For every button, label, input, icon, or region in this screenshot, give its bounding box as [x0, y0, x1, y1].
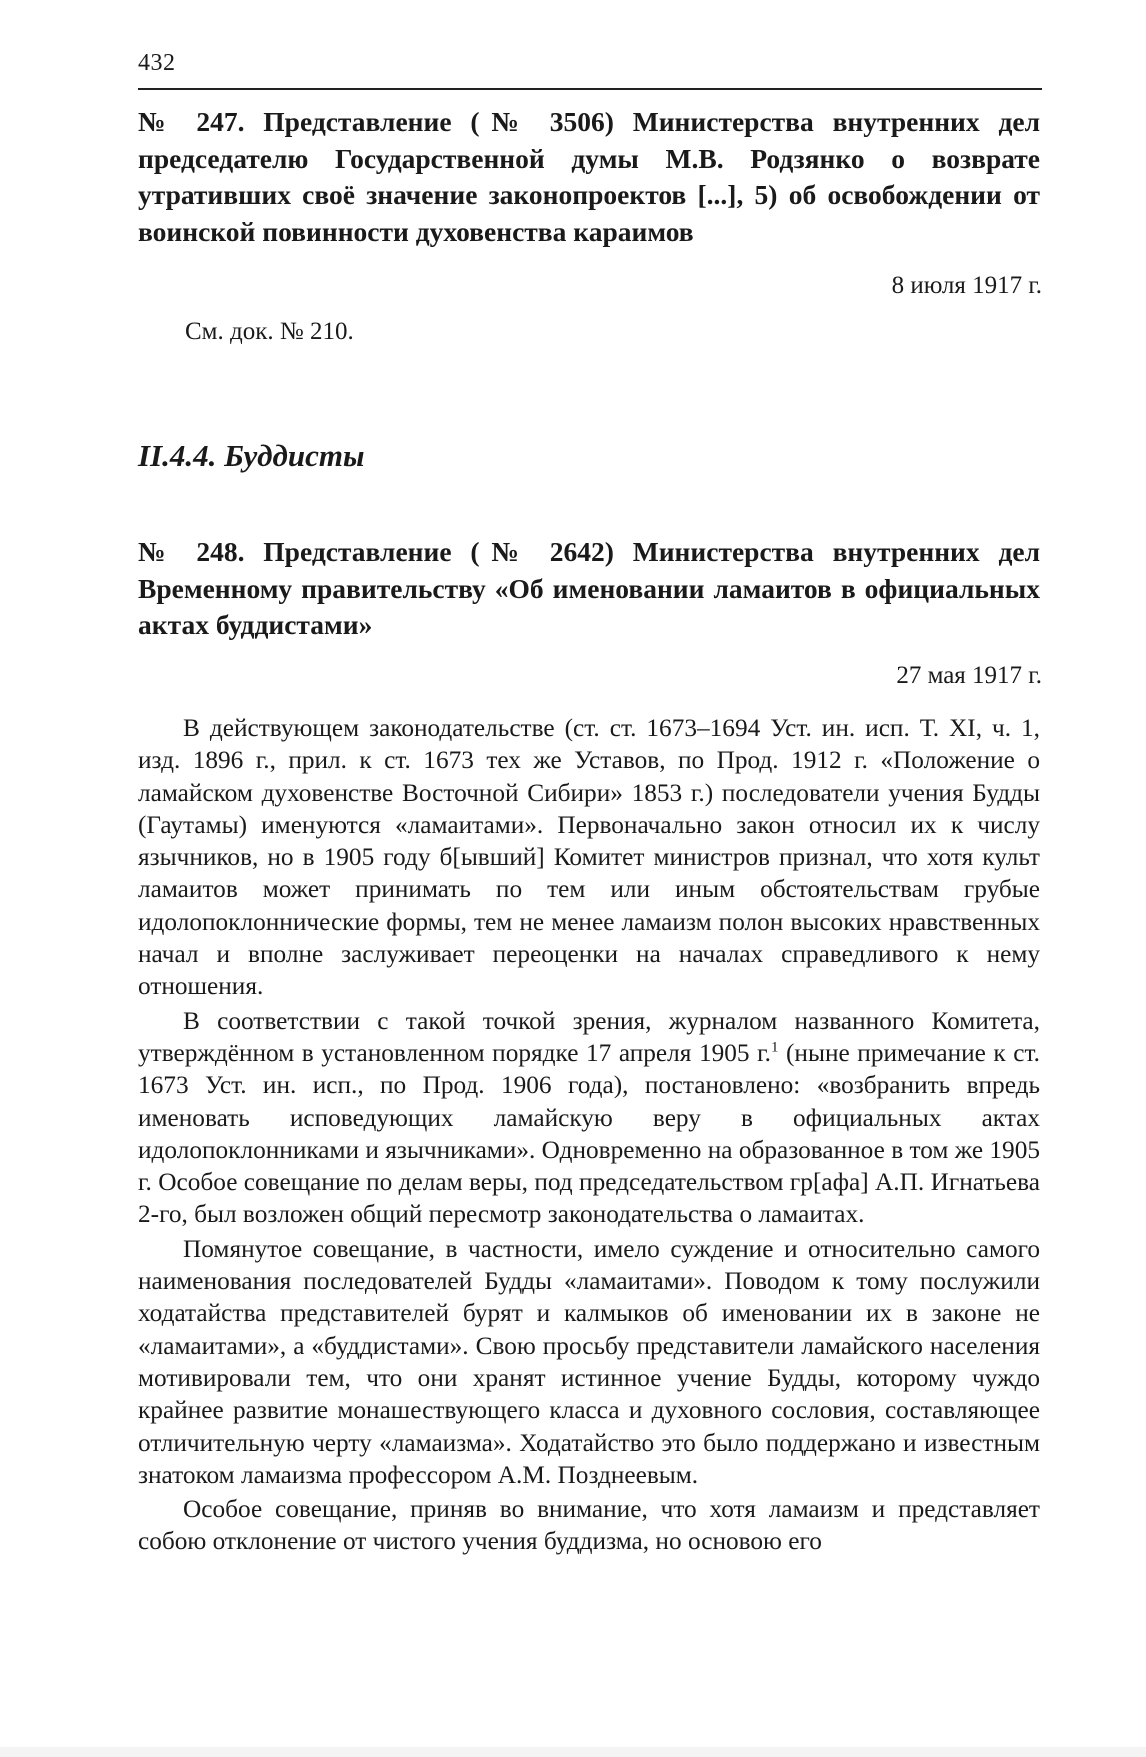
document-247-heading: № 247. Представление (№ 3506) Министерства внутренних дел председателю Государственной думы М.В. Родзянко о возврате утративших своё значение законопроектов [...], 5) об освобождении от воинской повинности духовенства караимов — [138, 106, 1040, 247]
paragraph — [138, 1005, 1040, 1231]
paragraph: В действующем законодательстве (ст. ст. 1673–1694 Уст. ин. исп. Т. XI, ч. 1, изд. 1896 г., прил. к ст. 1673 тех же Уставов, по Прод. 1912 г. «Положение о ламайском духовенстве Восточной Сибири» 1853 г.) последователи учения Будды (Гаутамы) именуются «ламаитами». Первоначально закон относил их к числу язычников, но в 1905 году б[ывший] Комитет министров признал, что хотя культ ламаитов может принимать по тем или иным обстоятельствам грубые идолопоклоннические формы, тем не менее ламаизм полон высоких нравственных начал и вполне заслуживает переоценки на началах справедливого к нему отношения. — [138, 714, 1040, 1001]
document-248-heading: № 248. Представление (№ 2642) Министерства внутренних дел Временному правительству «Об именовании ламаитов в официальных актах буддистами» — [138, 536, 1040, 640]
page-bottom-edge — [0, 1747, 1146, 1757]
paragraph-text: (ныне примечание к ст. 1673 Уст. ин. исп., по Прод. 1906 года), постановлено: «возбранить впредь именовать исповедующих ламайскую веру в официальных актах идолопоклонниками и язычниками». Одновременно на образованное в том же 1905 г. Особое совещание по делам веры, под председательством гр[афа] А.П. Игнатьева 2-го, был возложен общий пересмотр законодательства о ламаитах. — [138, 1038, 1040, 1229]
header-rule — [138, 88, 1042, 90]
section-title: II.4.4. Буддисты — [138, 438, 365, 473]
document-248-body — [138, 712, 1040, 1560]
footnote-marker: 1 — [770, 1039, 779, 1056]
page-number: 432 — [138, 50, 176, 76]
paragraph: Особое совещание, приняв во внимание, что хотя ламаизм и представляет собою отклонение от чистого учения буддизма, но основою его — [138, 1495, 1040, 1556]
document-248-date: 27 мая 1917 г. — [896, 662, 1042, 689]
document-247-reference: См. док. № 210. — [185, 318, 354, 345]
paragraph: Помянутое совещание, в частности, имело суждение и относительно самого наименования последователей Будды «ламаитами». Поводом к тому послужили ходатайства представителей бурят и калмыков об именовании их в законе не «ламаитами», а «буддистами». Свою просьбу представители ламайского населения мотивировали тем, что они хранят истинное учение Будды, которому чуждо крайнее развитие монашествующего класса и духовного сословия, составляющее отличительную черту «ламаизма». Ходатайство это было поддержано и известным знатоком ламаизма профессором А.М. Позднеевым. — [138, 1234, 1040, 1489]
paragraph-text: В соответствии с такой точкой зрения, журналом названного Комитета, утверждённом в установленном порядке 17 апреля 1905 г. — [138, 1006, 1040, 1067]
document-247-date: 8 июля 1917 г. — [891, 272, 1042, 299]
